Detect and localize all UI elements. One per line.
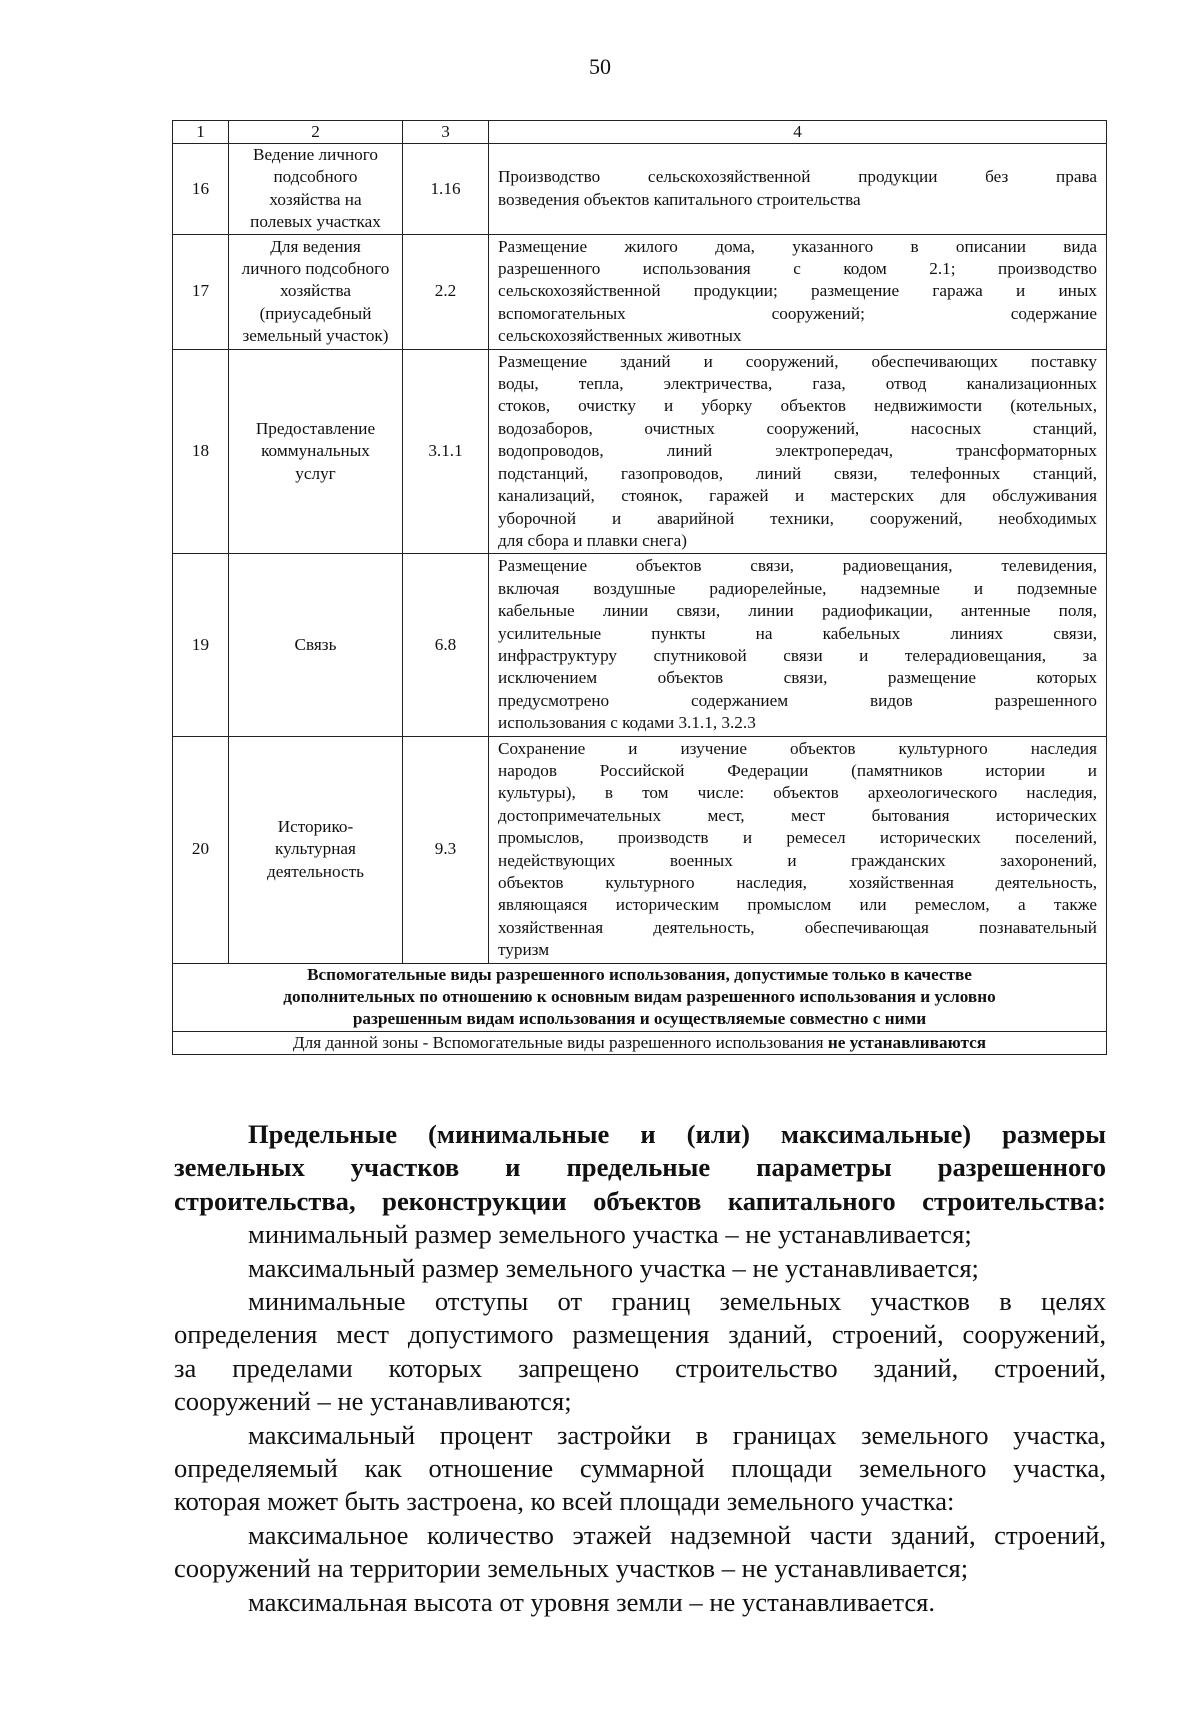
zone-note-prefix: Для данной зоны - Вспомогательные виды разрешенного использования [292,1032,828,1052]
name-line: Для ведения [270,236,361,256]
paragraph-line: максимальное количество этажей надземной части зданий, строений, [248,1519,1106,1550]
description-line: включая воздушные радиорелейные, надземные и подземные [498,578,1097,598]
use-code: 1.16 [403,144,489,235]
row-number: 18 [173,349,229,554]
paragraph-line: которая может быть застроена, ко всей площади земельного участка: [174,1486,955,1517]
use-description [489,349,1107,554]
table-row [173,234,1107,349]
paragraph-line: минимальный размер земельного участка – не устанавливается; [248,1219,972,1250]
name-line: Связь [294,634,337,654]
name-line: (приусадебный [259,303,372,323]
column-header: 4 [489,121,1107,144]
description-line: подстанций, газопроводов, линий связи, телефонных станций, [498,463,1097,483]
name-line: подсобного [273,167,358,187]
table-row [173,554,1107,736]
description-line: усилительные пункты на кабельных линиях связи, [498,623,1097,643]
use-type-name [229,234,403,349]
description-line: народов Российской Федерации (памятников истории и [498,760,1097,780]
section-heading [174,1118,1106,1218]
auxiliary-header-line: Вспомогательные виды разрешенного использования, допустимые только в качестве [307,964,972,984]
heading-line: Предельные (минимальные и (или) максимальные) размеры [248,1119,1106,1149]
zone-note [173,1031,1107,1054]
use-code: 2.2 [403,234,489,349]
row-number: 20 [173,736,229,963]
table-row [173,349,1107,554]
description-line: уборочной и аварийной техники, сооружений, необходимых [498,508,1097,528]
row-number: 17 [173,234,229,349]
column-header: 2 [229,121,403,144]
paragraph-line: сооружений на территории земельных участков – не устанавливается; [174,1553,969,1584]
paragraph [174,1586,1106,1619]
description-line: разрешенного использования с кодом 2.1; производство [498,259,1097,279]
description-line: водозаборов, очистных сооружений, насосных станций, [498,418,1097,438]
description-line: Размещение зданий и сооружений, обеспечивающих поставку [498,351,1097,371]
auxiliary-uses-header [173,963,1107,1031]
description-line: предусмотрено содержанием видов разрешенного [498,690,1097,710]
description-line: являющаяся историческим промыслом или ремеслом, а также [498,895,1097,915]
name-line: личного подсобного [241,259,390,279]
paragraph-line: минимальные отступы от границ земельных участков в целях [248,1286,1106,1317]
description-line: культуры), в том числе: объектов археологического наследия, [498,783,1097,803]
zone-note-bold: не устанавливаются [827,1032,987,1052]
description-line: инфраструктуру спутниковой связи и телерадиовещания, за [498,645,1097,665]
description-line: Размещение объектов связи, радиовещания, телевидения, [498,556,1097,576]
name-line: Ведение личного [253,145,378,164]
description-line: вспомогательных сооружений; содержание [498,303,1097,323]
use-code: 9.3 [403,736,489,963]
use-description [489,736,1107,963]
name-line: хозяйства на [269,189,362,209]
description-line: кабельные линии связи, линии радиофикации, антенные поля, [498,601,1097,621]
description-line: сельскохозяйственных животных [498,326,742,346]
paragraph [174,1218,1106,1251]
description-line: Сохранение и изучение объектов культурного наследия [498,738,1097,758]
heading-line: строительства, реконструкции объектов капитального строительства: [174,1185,1106,1216]
name-line: земельный участок) [242,326,389,346]
description-line: недействующих военных и гражданских захоронений, [498,850,1097,870]
description-line: туризм [498,940,550,960]
paragraph-line: сооружений – не устанавливаются; [174,1386,572,1417]
auxiliary-header-line: разрешенным видам использования и осуществляемые совместно с ними [352,1009,927,1029]
regulation-text [174,1118,1106,1619]
description-line: канализаций, стоянок, гаражей и мастерских для обслуживания [498,486,1097,506]
row-number: 16 [173,144,229,235]
name-line: деятельность [266,861,365,881]
use-description [489,234,1107,349]
description-line: воды, тепла, электричества, газа, отвод канализационных [498,374,1097,394]
description-line: промыслов, производств и ремесел исторических поселений, [498,828,1097,848]
column-header: 1 [173,121,229,144]
name-line: хозяйства [279,281,352,301]
paragraph-line: максимальный процент застройки в границах земельного участка, [248,1419,1106,1450]
name-line: услуг [295,463,336,483]
name-line: культурная [275,839,356,859]
description-line: водопроводов, линий электропередач, трансформаторных [498,441,1097,461]
description-line: Производство сельскохозяйственной продукции без права [498,167,1097,187]
description-line: использования с кодами 3.1.1, 3.2.3 [498,713,756,733]
paragraph-line: определения мест допустимого размещения зданий, строений, сооружений, [174,1319,1106,1350]
description-line: объектов культурного наследия, хозяйственная деятельность, [498,873,1097,892]
use-type-name [229,349,403,554]
paragraph-line: максимальный размер земельного участка – не устанавливается; [248,1252,979,1283]
description-line: Размещение жилого дома, указанного в описании вида [498,236,1097,256]
heading-line: земельных участков и предельные параметры разрешенного [174,1152,1106,1183]
description-line: сельскохозяйственной продукции; размещение гаража и иных [498,281,1097,301]
name-line: Предоставление [255,418,376,438]
table-row [173,736,1107,963]
paragraph-line: за пределами которых запрещено строительство зданий, строений, [174,1352,1106,1383]
paragraph-line: максимальная высота от уровня земли – не устанавливается. [248,1586,936,1617]
name-line: коммунальных [261,441,370,461]
use-description [489,144,1107,235]
use-code: 6.8 [403,554,489,736]
zone-note-row [173,1031,1107,1054]
description-line: достопримечательных мест, мест бытования исторических [498,805,1097,825]
auxiliary-uses-header-row [173,963,1107,1031]
table-header-row [173,121,1107,144]
paragraph-line: определяемый как отношение суммарной площади земельного участка, [174,1453,1106,1484]
column-header: 3 [403,121,489,144]
use-code: 3.1.1 [403,349,489,554]
description-line: возведения объектов капитального строительства [498,189,861,209]
paragraph [174,1285,1106,1419]
use-description [489,554,1107,736]
description-line: для сбора и плавки снега) [498,530,687,550]
description-line: хозяйственная деятельность, обеспечивающая познавательный [498,917,1097,937]
description-line: исключением объектов связи, размещение которых [498,668,1097,688]
name-line: полевых участках [250,212,381,232]
paragraph [174,1252,1106,1285]
land-use-table [172,120,1107,1055]
use-type-name [229,554,403,736]
page-number: 50 [589,54,611,79]
name-line: Историко- [277,816,354,836]
table-row [173,144,1107,235]
use-type-name [229,736,403,963]
paragraph [174,1419,1106,1519]
use-type-name [229,144,403,235]
row-number: 19 [173,554,229,736]
description-line: стоков, очистку и уборку объектов недвижимости (котельных, [498,396,1097,416]
auxiliary-header-line: дополнительных по отношению к основным видам разрешенного использования и условно [283,987,996,1007]
paragraph [174,1519,1106,1586]
